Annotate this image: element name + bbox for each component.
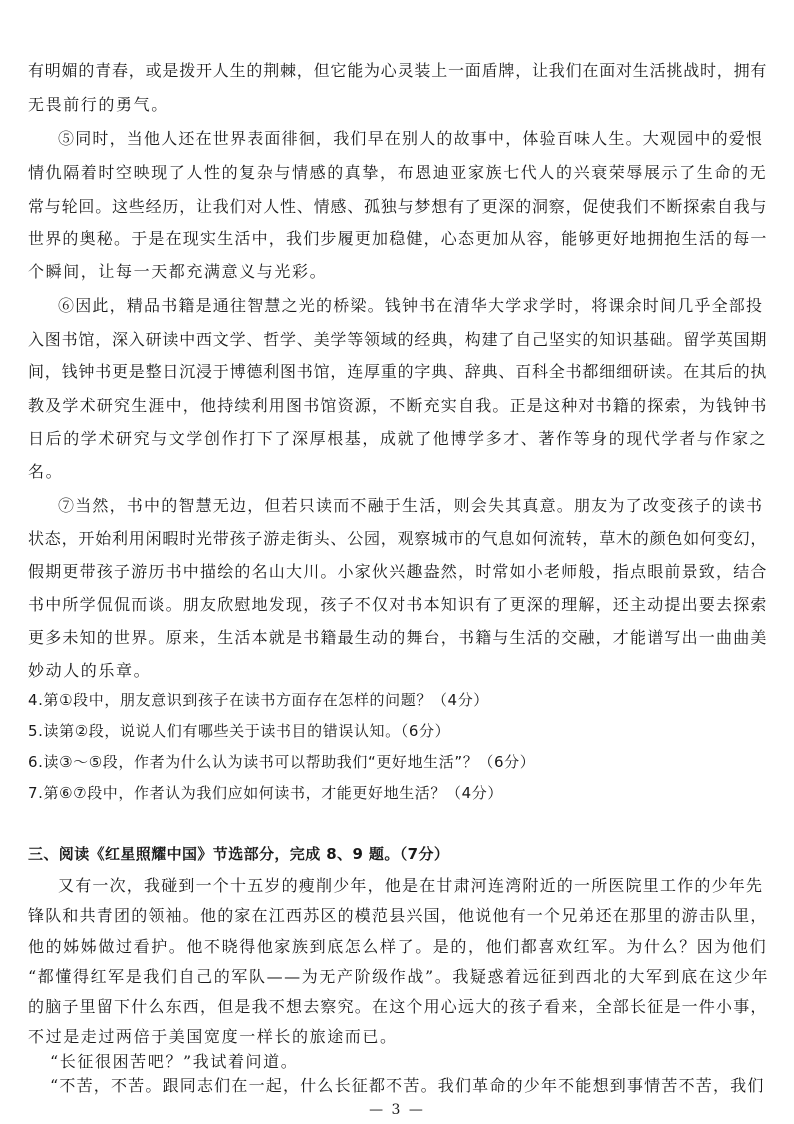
passage-line: 世界的奥秘。于是在现实生活中，我们步履更加稳健，心态更加从容，能够更好地拥抱生活的每一: [28, 229, 768, 248]
excerpt-line: 锋队和共青团的领袖。他的家在江西苏区的模范县兴国，他说他有一个兄弟还在那里的游击队里，: [28, 906, 768, 925]
passage-line: 情仇隔着时空映现了人性的复杂与情感的真挚，布恩迪亚家族七代人的兴衰荣辱展示了生命的无: [28, 163, 768, 182]
passage-line: 常与轮回。这些经历，让我们对人性、情感、孤独与梦想有了更深的洞察，促使我们不断探索自我与: [28, 197, 768, 216]
passage-line: 教及学术研究生涯中，他持续利用图书馆资源，不断充实自我。正是这种对书籍的探索，为钱钟书: [28, 396, 768, 415]
question-4: 4.第①段中，朋友意识到孩子在读书方面存在怎样的问题？（4分）: [28, 691, 489, 709]
excerpt-line: 又有一次，我碰到一个十五岁的瘦削少年，他是在甘肃河连湾附近的一所医院里工作的少年先: [58, 876, 764, 895]
passage-line: 状态，开始利用闲暇时光带孩子游走街头、公园，观察城市的气息如何流转，草木的颜色如何变幻，: [28, 529, 768, 548]
paragraph-7-start: ⑦当然，书中的智慧无边，但若只读而不融于生活，则会失其真意。朋友为了改变孩子的读书: [58, 496, 764, 515]
question-5: 5.读第②段，说说人们有哪些关于读书目的错误认知。（6分）: [28, 722, 451, 740]
excerpt-line: 他的姊姊做过看护。他不晓得他家族到底怎么样了。是的，他们都喜欢红军。为什么？因为他们: [28, 937, 768, 956]
excerpt-line: “长征很困苦吧？”我试着问道。: [50, 1052, 299, 1071]
passage-line: 间，钱钟书更是整日沉浸于博德利图书馆，连厚重的字典、辞典、百科全书都细细研读。在其后的执: [28, 362, 768, 381]
passage-line: 书中所学侃侃而谈。朋友欣慰地发现，孩子不仅对书本知识有了更深的理解，还主动提出要去探索: [28, 595, 768, 614]
section-heading: 三、阅读《红星照耀中国》节选部分，完成 8、9 题。（7分）: [28, 845, 450, 863]
passage-line: 假期更带孩子游历书中描绘的名山大川。小家伙兴趣盎然，时常如小老师般，指点眼前景致，结合: [28, 562, 768, 581]
passage-line: 日后的学术研究与文学创作打下了深厚根基，成就了他博学多才、著作等身的现代学者与作家之: [28, 429, 768, 448]
excerpt-line: 不过是走过两倍于美国宽度一样长的旅途而已。: [28, 1027, 398, 1046]
passage-line: 个瞬间，让每一天都充满意义与光彩。: [28, 262, 328, 281]
excerpt-line-last: “不苦，不苦。跟同志们在一起，什么长征都不苦。我们革命的少年不能想到事情苦不苦，我们: [50, 1076, 765, 1095]
question-7: 7.第⑥⑦段中，作者认为我们应如何读书，才能更好地生活？（4分）: [28, 784, 503, 802]
excerpt-line: 的脑子里留下什么东西，但是我不想去察究。在这个用心远大的孩子看来，全部长征是一件小事，: [28, 997, 768, 1016]
passage-line: 名。: [28, 462, 64, 481]
passage-line: 妙动人的乐章。: [28, 661, 152, 680]
passage-line: 无畏前行的勇气。: [28, 95, 169, 114]
passage-line: 入图书馆，深入研读中西文学、哲学、美学等领域的经典，构建了自己坚实的知识基础。留学英国期: [28, 330, 768, 349]
page-number: — 3 —: [369, 1102, 425, 1118]
question-6: 6.读③～⑤段，作者为什么认为读书可以帮助我们“更好地生活”？（6分）: [28, 753, 536, 771]
passage-line: 有明媚的青春，或是拨开人生的荆棘，但它能为心灵装上一面盾牌，让我们在面对生活挑战时，拥有: [28, 61, 768, 80]
paragraph-5-start: ⑤同时，当他人还在世界表面徘徊，我们早在别人的故事中，体验百味人生。大观园中的爱恨: [58, 129, 764, 148]
excerpt-line: “都懂得红军是我们自己的军队——为无产阶级作战”。我疑惑着远征到西北的大军到底在这少年: [28, 967, 770, 986]
passage-line: 更多未知的世界。原来，生活本就是书籍最生动的舞台，书籍与生活的交融，才能谱写出一曲曲美: [28, 628, 768, 647]
paragraph-6-start: ⑥因此，精品书籍是通往智慧之光的桥梁。钱钟书在清华大学求学时，将课余时间几乎全部投: [58, 296, 764, 315]
